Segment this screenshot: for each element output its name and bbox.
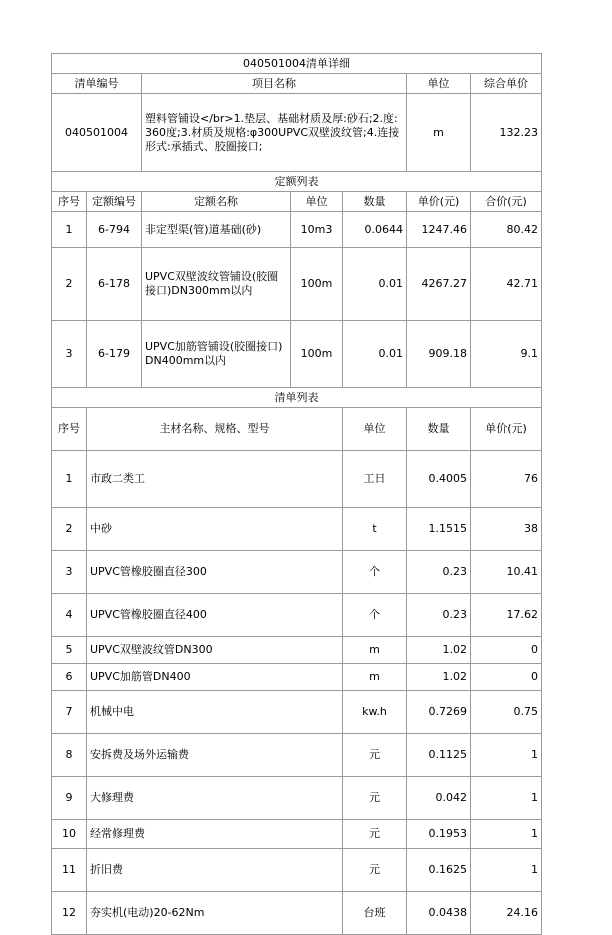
material-unit: 元 — [343, 820, 407, 849]
quota-code: 6-794 — [87, 212, 142, 248]
material-qty: 0.1953 — [407, 820, 471, 849]
quota-total: 80.42 — [471, 212, 542, 248]
quota-header-unit: 单位 — [291, 192, 343, 212]
quota-unit: 10m3 — [291, 212, 343, 248]
quota-total: 42.71 — [471, 248, 542, 321]
material-qty: 1.1515 — [407, 508, 471, 551]
materials-header-unit: 单位 — [343, 408, 407, 451]
material-row — [52, 637, 542, 664]
material-unit: m — [343, 637, 407, 664]
material-no: 7 — [52, 691, 87, 734]
bill-detail-table — [51, 53, 542, 935]
material-no: 11 — [52, 849, 87, 892]
quota-section-title: 定额列表 — [52, 172, 542, 192]
material-row — [52, 777, 542, 820]
material-unit: 个 — [343, 594, 407, 637]
material-qty: 0.1125 — [407, 734, 471, 777]
quota-unit: 100m — [291, 248, 343, 321]
material-no: 5 — [52, 637, 87, 664]
material-row — [52, 892, 542, 935]
material-price: 1 — [471, 734, 542, 777]
material-unit: 台班 — [343, 892, 407, 935]
material-name: 大修理费 — [87, 777, 343, 820]
item-header-row — [52, 74, 542, 94]
material-no: 12 — [52, 892, 87, 935]
quota-no: 1 — [52, 212, 87, 248]
material-name: UPVC管橡胶圈直径400 — [87, 594, 343, 637]
quota-qty: 0.01 — [343, 321, 407, 388]
material-no: 9 — [52, 777, 87, 820]
material-no: 8 — [52, 734, 87, 777]
material-no: 1 — [52, 451, 87, 508]
material-name: UPVC加筋管DN400 — [87, 664, 343, 691]
item-code: 040501004 — [52, 94, 142, 172]
quota-header-no: 序号 — [52, 192, 87, 212]
quota-no: 3 — [52, 321, 87, 388]
material-no: 10 — [52, 820, 87, 849]
title-row — [52, 54, 542, 74]
material-name: UPVC双壁波纹管DN300 — [87, 637, 343, 664]
material-price: 1 — [471, 820, 542, 849]
material-qty: 0.23 — [407, 551, 471, 594]
material-name: 安拆费及场外运输费 — [87, 734, 343, 777]
quota-row — [52, 321, 542, 388]
quota-header-row — [52, 192, 542, 212]
material-no: 4 — [52, 594, 87, 637]
material-price: 0.75 — [471, 691, 542, 734]
material-name: 经常修理费 — [87, 820, 343, 849]
material-unit: 元 — [343, 777, 407, 820]
quota-name: UPVC加筋管铺设(胶圈接口)DN400mm以内 — [142, 321, 291, 388]
material-name: 夯实机(电动)20-62Nm — [87, 892, 343, 935]
material-name: UPVC管橡胶圈直径300 — [87, 551, 343, 594]
material-price: 76 — [471, 451, 542, 508]
materials-header-no: 序号 — [52, 408, 87, 451]
material-row — [52, 664, 542, 691]
material-qty: 0.042 — [407, 777, 471, 820]
quota-price: 909.18 — [407, 321, 471, 388]
material-qty: 1.02 — [407, 637, 471, 664]
material-price: 38 — [471, 508, 542, 551]
quota-no: 2 — [52, 248, 87, 321]
quota-header-code: 定额编号 — [87, 192, 142, 212]
material-qty: 0.23 — [407, 594, 471, 637]
material-unit: 个 — [343, 551, 407, 594]
header-unit: 单位 — [407, 74, 471, 94]
table-title: 040501004清单详细 — [52, 54, 542, 74]
material-qty: 0.1625 — [407, 849, 471, 892]
quota-unit: 100m — [291, 321, 343, 388]
material-unit: t — [343, 508, 407, 551]
material-qty: 0.4005 — [407, 451, 471, 508]
quota-price: 4267.27 — [407, 248, 471, 321]
material-row — [52, 734, 542, 777]
material-name: 机械中电 — [87, 691, 343, 734]
material-row — [52, 820, 542, 849]
materials-header-price: 单价(元) — [471, 408, 542, 451]
quota-price: 1247.46 — [407, 212, 471, 248]
material-price: 0 — [471, 664, 542, 691]
item-name: 塑料管铺设</br>1.垫层、基础材质及厚:砂石;2.度:360度;3.材质及规格:φ300UPVC双壁波纹管;4.连接形式:承插式、胶圈接口; — [142, 94, 407, 172]
material-row — [52, 849, 542, 892]
quota-qty: 0.0644 — [343, 212, 407, 248]
material-name: 中砂 — [87, 508, 343, 551]
material-unit: kw.h — [343, 691, 407, 734]
material-qty: 1.02 — [407, 664, 471, 691]
materials-header-name: 主材名称、规格、型号 — [87, 408, 343, 451]
materials-section-title: 清单列表 — [52, 388, 542, 408]
quota-header-name: 定额名称 — [142, 192, 291, 212]
material-qty: 0.0438 — [407, 892, 471, 935]
material-name: 市政二类工 — [87, 451, 343, 508]
materials-header-qty: 数量 — [407, 408, 471, 451]
quota-section-row — [52, 172, 542, 192]
material-price: 17.62 — [471, 594, 542, 637]
quota-total: 9.1 — [471, 321, 542, 388]
material-row — [52, 691, 542, 734]
quota-header-total: 合价(元) — [471, 192, 542, 212]
material-unit: 元 — [343, 734, 407, 777]
item-row — [52, 94, 542, 172]
material-row — [52, 451, 542, 508]
materials-section-row — [52, 388, 542, 408]
quota-name: UPVC双壁波纹管铺设(胶圈接口)DN300mm以内 — [142, 248, 291, 321]
material-price: 10.41 — [471, 551, 542, 594]
item-price: 132.23 — [471, 94, 542, 172]
header-name: 项目名称 — [142, 74, 407, 94]
material-no: 3 — [52, 551, 87, 594]
material-price: 1 — [471, 777, 542, 820]
material-name: 折旧费 — [87, 849, 343, 892]
material-row — [52, 551, 542, 594]
quota-row — [52, 212, 542, 248]
quota-code: 6-178 — [87, 248, 142, 321]
header-price: 综合单价 — [471, 74, 542, 94]
material-unit: 元 — [343, 849, 407, 892]
quota-header-price: 单价(元) — [407, 192, 471, 212]
quota-code: 6-179 — [87, 321, 142, 388]
material-row — [52, 594, 542, 637]
quota-row — [52, 248, 542, 321]
material-price: 1 — [471, 849, 542, 892]
material-no: 6 — [52, 664, 87, 691]
materials-header-row — [52, 408, 542, 451]
item-unit: m — [407, 94, 471, 172]
quota-header-qty: 数量 — [343, 192, 407, 212]
material-no: 2 — [52, 508, 87, 551]
material-price: 24.16 — [471, 892, 542, 935]
material-price: 0 — [471, 637, 542, 664]
material-row — [52, 508, 542, 551]
material-unit: 工日 — [343, 451, 407, 508]
header-code: 清单编号 — [52, 74, 142, 94]
material-unit: m — [343, 664, 407, 691]
material-qty: 0.7269 — [407, 691, 471, 734]
quota-name: 非定型渠(管)道基础(砂) — [142, 212, 291, 248]
quota-qty: 0.01 — [343, 248, 407, 321]
